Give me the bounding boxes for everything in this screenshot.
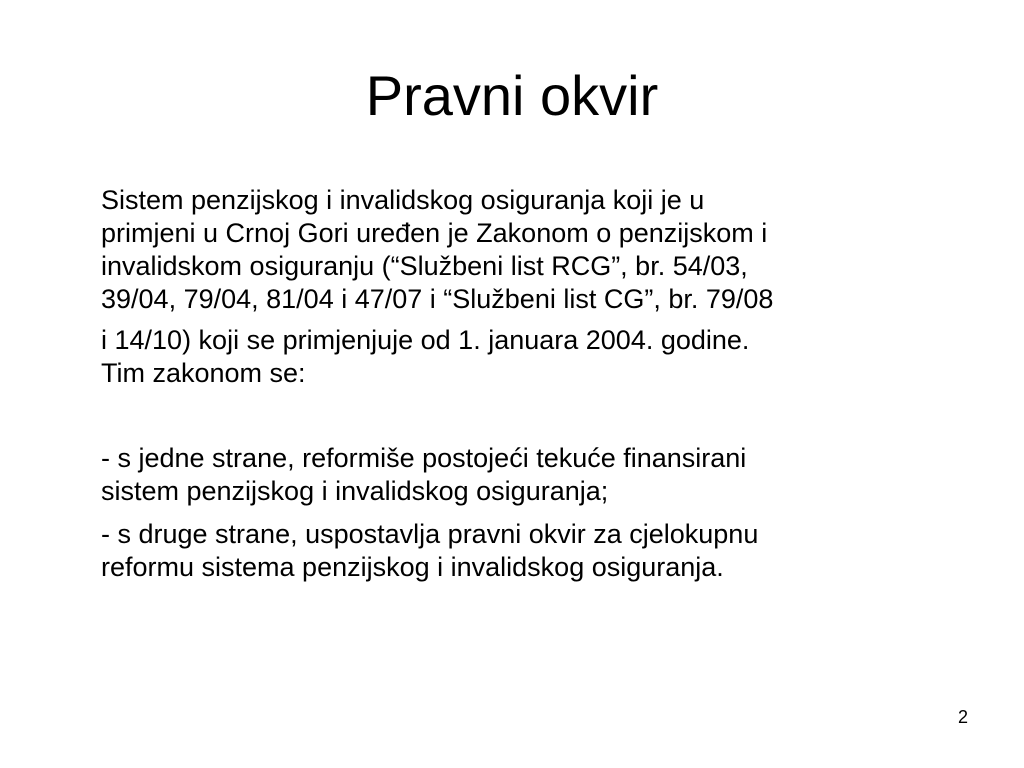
intro-line-2: primjeni u Crnoj Gori uređen je Zakonom o penzijskom i (101, 218, 768, 248)
paragraph-spacer (101, 390, 981, 442)
bullet-item-1 (101, 442, 981, 508)
intro-line-4: 39/04, 79/04, 81/04 i 47/07 i “Službeni list CG”, br. 79/08 (101, 284, 774, 314)
intro-line-1: Sistem penzijskog i invalidskog osiguranja koji je u (101, 185, 705, 215)
slide-title: Pravni okvir (365, 64, 659, 127)
bullet-spacer (101, 508, 981, 518)
bullet-2-line-1: - s druge strane, uspostavlja pravni okvir za cjelokupnu (101, 519, 759, 549)
bullet-item-2 (101, 518, 981, 584)
line-spacer (101, 316, 981, 324)
intro-line-3: invalidskom osiguranju (“Službeni list RCG”, br. 54/03, (101, 251, 748, 281)
bullet-1-line-2: sistem penzijskog i invalidskog osiguranja; (101, 476, 609, 506)
intro-line-5: i 14/10) koji se primjenjuje od 1. januara 2004. godine. (101, 325, 750, 355)
slide-body (101, 184, 981, 584)
bullet-1-line-1: - s jedne strane, reformiše postojeći tekuće finansirani (101, 443, 747, 473)
intro-line-6: Tim zakonom se: (101, 358, 306, 388)
intro-paragraph (101, 184, 981, 390)
bullet-2-line-2: reformu sistema penzijskog i invalidskog osiguranja. (101, 552, 724, 582)
page-number: 2 (957, 707, 968, 727)
